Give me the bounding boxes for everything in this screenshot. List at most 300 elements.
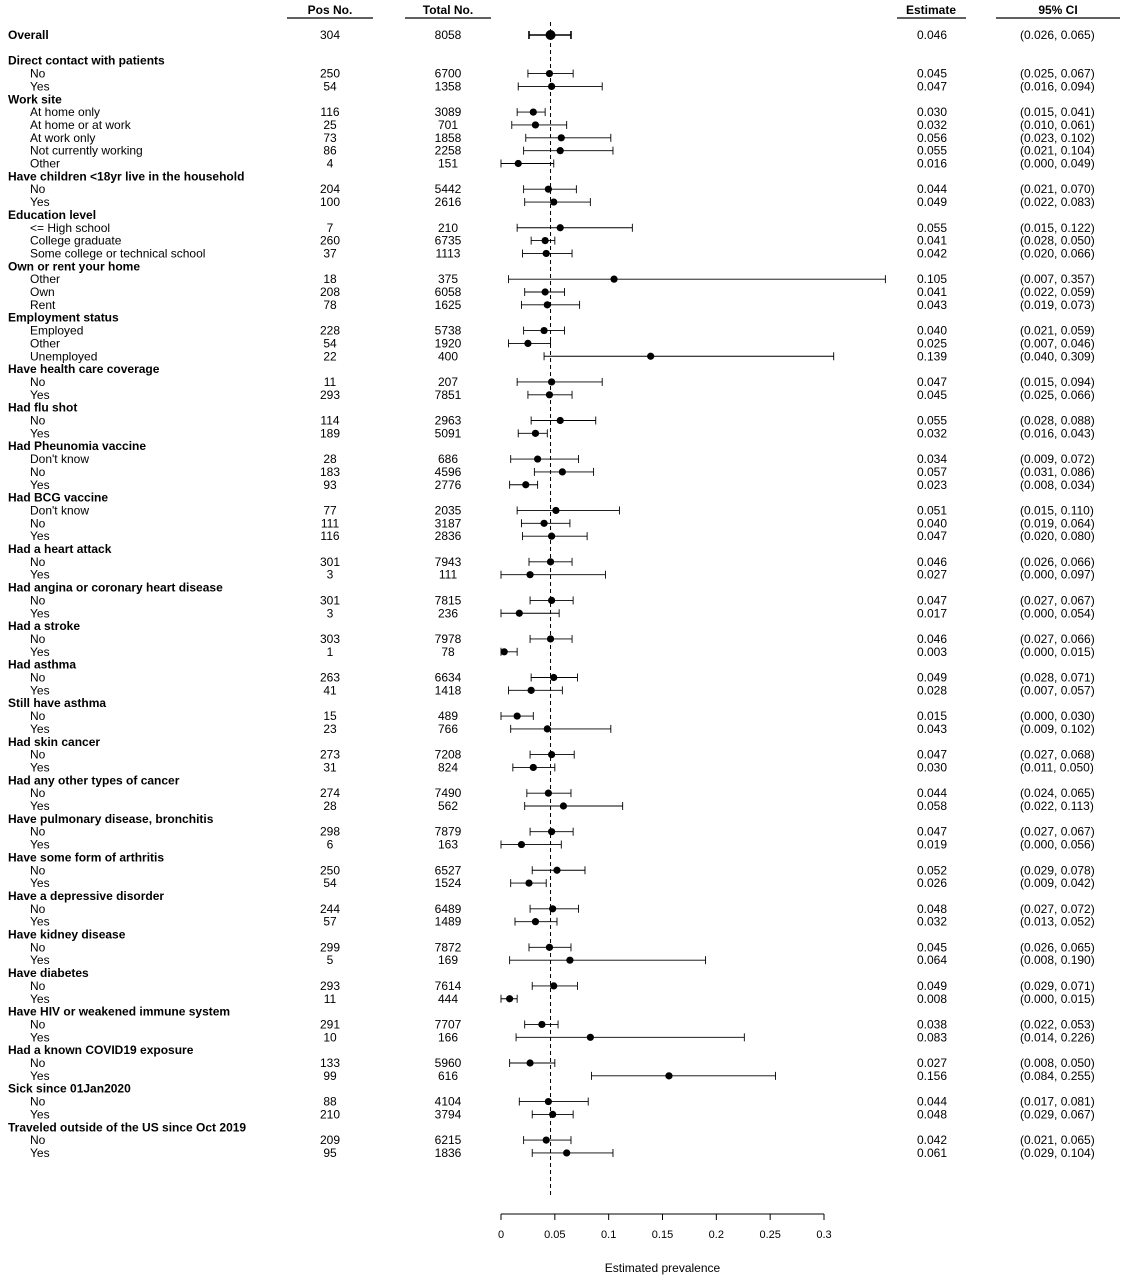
ci-value: (0.009, 0.042) — [1020, 876, 1095, 891]
estimate-point — [540, 520, 547, 527]
pos-count: 10 — [323, 1030, 337, 1045]
ci-value: (0.015, 0.041) — [1020, 105, 1095, 120]
estimate-point — [665, 1072, 672, 1079]
pos-count: 293 — [319, 387, 341, 402]
pos-count: 37 — [323, 246, 337, 261]
row-label: Yes — [30, 914, 50, 929]
column-headers — [287, 3, 1120, 18]
forest-row — [320, 529, 1094, 543]
row-label: No — [30, 709, 46, 724]
ci-value: (0.000, 0.015) — [1020, 644, 1095, 659]
x-tick-label: 0.25 — [759, 1229, 781, 1241]
estimate-value: 0.047 — [917, 529, 948, 544]
estimate-value: 0.047 — [917, 824, 948, 839]
estimate-point — [543, 1137, 550, 1144]
pos-count: 116 — [320, 105, 340, 120]
estimate-point — [526, 1059, 533, 1066]
ci-value: (0.022, 0.083) — [1020, 195, 1095, 210]
row-label: Yes — [30, 387, 50, 402]
ci-value: (0.019, 0.073) — [1020, 297, 1095, 312]
row-label: Yes — [30, 1068, 50, 1083]
total-count: 2836 — [434, 529, 462, 544]
ci-value: (0.029, 0.071) — [1020, 978, 1095, 993]
total-count: 4596 — [434, 464, 462, 479]
row-label: Yes — [30, 195, 50, 210]
forest-row — [320, 195, 1095, 209]
estimate-point — [534, 455, 541, 462]
pos-count: 263 — [319, 670, 341, 685]
ci-value: (0.017, 0.081) — [1020, 1094, 1095, 1109]
total-count: 7614 — [434, 978, 462, 993]
forest-row — [327, 645, 1095, 659]
ci-value: (0.020, 0.066) — [1020, 246, 1095, 261]
ci-value: (0.013, 0.052) — [1020, 914, 1095, 929]
total-count: 1113 — [435, 246, 461, 261]
ci-value: (0.021, 0.065) — [1020, 1133, 1095, 1148]
estimate-value: 0.048 — [917, 901, 948, 916]
row-label: No — [30, 1017, 46, 1032]
forest-row — [323, 876, 1094, 890]
total-count: 8058 — [434, 28, 462, 42]
group-title: Have diabetes — [8, 966, 89, 981]
estimate-point — [532, 918, 539, 925]
pos-count: 22 — [323, 349, 337, 364]
estimate-point — [610, 276, 617, 283]
total-count: 6634 — [434, 670, 462, 685]
ci-value: (0.027, 0.068) — [1020, 747, 1095, 762]
group-title: Had a heart attack — [8, 542, 112, 556]
total-count: 400 — [437, 349, 459, 364]
estimate-value: 0.046 — [917, 554, 948, 569]
estimate-point — [559, 468, 566, 475]
total-count: 562 — [437, 799, 459, 813]
total-count: 375 — [437, 272, 459, 287]
total-count: 6058 — [434, 285, 462, 299]
row-label: Yes — [30, 760, 50, 775]
estimate-value: 0.042 — [917, 246, 948, 261]
ci-value: (0.028, 0.088) — [1020, 413, 1095, 428]
total-count: 5960 — [434, 1056, 462, 1070]
row-label: Yes — [30, 1145, 50, 1160]
forest-row — [323, 1069, 1094, 1083]
total-count: 236 — [437, 606, 459, 621]
ci-value: (0.022, 0.113) — [1020, 799, 1094, 813]
pos-count: 250 — [319, 863, 341, 878]
estimate-value: 0.028 — [917, 683, 948, 698]
estimate-value: 0.041 — [917, 233, 948, 248]
estimate-value: 0.057 — [917, 464, 948, 479]
estimate-point — [514, 712, 521, 719]
pos-count: 23 — [323, 721, 337, 736]
total-count: 1920 — [434, 336, 462, 351]
pos-count: 78 — [323, 297, 337, 312]
ci-value: (0.029, 0.104) — [1020, 1145, 1095, 1160]
estimate-value: 0.083 — [917, 1030, 948, 1045]
row-label: Other — [30, 336, 61, 351]
pos-count: 189 — [319, 426, 341, 441]
row-label: No — [30, 1094, 46, 1109]
estimate-point — [515, 160, 522, 167]
estimate-point — [532, 121, 539, 128]
total-count: 2035 — [434, 503, 462, 518]
pos-count: 304 — [319, 28, 341, 42]
estimate-value: 0.047 — [917, 747, 948, 762]
pos-count: 73 — [323, 130, 337, 145]
estimate-point — [542, 237, 549, 244]
ci-value: (0.026, 0.066) — [1020, 554, 1095, 569]
row-label: No — [30, 940, 46, 955]
ci-value: (0.021, 0.104) — [1020, 143, 1095, 158]
x-axis-title: Estimated prevalence — [604, 1261, 721, 1275]
x-tick-label: 0.05 — [544, 1229, 566, 1241]
estimate-header: Estimate — [905, 3, 957, 17]
pos-count: 11 — [323, 991, 337, 1006]
estimate-value: 0.023 — [917, 477, 948, 492]
group-title: Own or rent your home — [8, 259, 141, 274]
pos-count: 1 — [326, 644, 334, 659]
ci-value: (0.023, 0.102) — [1020, 130, 1095, 145]
ci-value: (0.015, 0.094) — [1020, 374, 1095, 389]
pos-count: 273 — [319, 747, 341, 762]
total-count: 3187 — [434, 516, 462, 531]
ci-value: (0.024, 0.065) — [1020, 786, 1095, 801]
forest-row — [327, 157, 1095, 171]
estimate-value: 0.026 — [917, 876, 948, 891]
pos-count: 95 — [323, 1145, 337, 1160]
estimate-value: 0.017 — [917, 606, 948, 621]
total-count: 766 — [437, 721, 459, 736]
row-label: Yes — [30, 991, 50, 1006]
row-label: No — [30, 1133, 46, 1148]
estimate-point — [558, 134, 565, 141]
estimate-point — [566, 957, 573, 964]
pos-count: 57 — [323, 914, 337, 929]
estimate-value: 0.048 — [917, 1107, 948, 1122]
row-label: Yes — [30, 876, 50, 891]
pos-count: 31 — [323, 760, 337, 775]
forest-row — [320, 940, 1095, 954]
ci-value: (0.000, 0.054) — [1020, 606, 1095, 621]
forest-row — [323, 298, 1094, 312]
ci-value: (0.021, 0.059) — [1020, 323, 1095, 338]
total-count: 701 — [437, 117, 459, 132]
estimate-point — [553, 867, 560, 874]
row-label: Yes — [30, 1030, 50, 1045]
forest-row — [323, 478, 1094, 492]
estimate-value: 0.034 — [917, 452, 948, 467]
pos-count: 99 — [323, 1068, 337, 1083]
estimate-value: 0.049 — [917, 195, 948, 210]
ci-value: (0.020, 0.080) — [1020, 529, 1095, 544]
row-label: <= High school — [30, 220, 111, 235]
row-label: At home only — [30, 105, 101, 120]
ci-value: (0.000, 0.056) — [1020, 837, 1095, 852]
forest-row — [323, 79, 1094, 93]
ci-value: (0.015, 0.110) — [1020, 503, 1094, 518]
row-label: Not currently working — [30, 143, 143, 158]
forest-row — [323, 246, 1094, 260]
estimate-point — [550, 198, 557, 205]
total-count: 207 — [437, 374, 459, 389]
row-label: No — [30, 631, 46, 646]
estimate-value: 0.044 — [917, 786, 948, 801]
forest-row — [327, 568, 1095, 582]
estimate-value: 0.046 — [917, 28, 948, 42]
row-label: Yes — [30, 953, 50, 968]
forest-row — [327, 953, 1095, 967]
pos-count: 11 — [323, 374, 337, 389]
row-label: Yes — [30, 837, 50, 852]
forest-row — [323, 1030, 1094, 1044]
estimate-point — [548, 751, 555, 758]
estimate-value: 0.051 — [917, 503, 948, 518]
group-title: Direct contact with patients — [8, 53, 165, 68]
estimate-point — [548, 597, 555, 604]
ci-value: (0.029, 0.078) — [1020, 863, 1095, 878]
estimate-value: 0.032 — [917, 117, 948, 132]
pos-count: 114 — [320, 413, 340, 428]
pos-header: Pos No. — [307, 3, 353, 17]
pos-count: 209 — [319, 1133, 341, 1148]
pos-count: 204 — [319, 182, 341, 197]
estimate-value: 0.044 — [917, 1094, 948, 1109]
row-label: Yes — [30, 1107, 50, 1122]
forest-row — [320, 28, 1095, 42]
estimate-point — [542, 288, 549, 295]
estimate-point — [563, 1149, 570, 1156]
pos-count: 6 — [326, 837, 334, 852]
group-title: Had angina or coronary heart disease — [8, 580, 223, 595]
x-tick-label: 0 — [497, 1229, 505, 1241]
row-label: Yes — [30, 567, 50, 582]
ci-value: (0.000, 0.097) — [1020, 567, 1095, 582]
pos-count: 25 — [323, 117, 337, 132]
estimate-point — [530, 109, 537, 116]
estimate-point — [587, 1034, 594, 1041]
total-count: 6527 — [434, 863, 462, 878]
group-title: Employment status — [8, 310, 119, 325]
row-label: Yes — [30, 529, 50, 544]
group-title: Had a stroke — [8, 619, 81, 634]
total-count: 7943 — [434, 554, 462, 569]
ci-value: (0.025, 0.066) — [1020, 387, 1095, 402]
ci-header: 95% CI — [1038, 3, 1078, 17]
estimate-value: 0.064 — [917, 953, 948, 968]
group-title: Still have asthma — [8, 696, 107, 711]
row-label: Yes — [30, 683, 50, 698]
group-title: Had Pheunomia vaccine — [8, 439, 147, 454]
estimate-point — [557, 224, 564, 231]
row-label: At home or at work — [30, 117, 131, 132]
pos-count: 77 — [323, 503, 337, 518]
ci-value: (0.008, 0.050) — [1020, 1056, 1095, 1070]
total-count: 7872 — [434, 940, 462, 955]
forest-row — [320, 1056, 1095, 1070]
pos-count: 208 — [319, 285, 341, 299]
forest-row — [323, 1146, 1094, 1160]
total-count: 5442 — [434, 182, 462, 197]
pos-count: 298 — [319, 824, 341, 839]
estimate-value: 0.043 — [917, 297, 948, 312]
group-title: Traveled outside of the US since Oct 2019 — [8, 1120, 247, 1135]
estimate-point — [522, 481, 529, 488]
ci-value: (0.000, 0.049) — [1020, 156, 1095, 171]
total-count: 7879 — [434, 824, 462, 839]
estimate-point — [516, 610, 523, 617]
row-label: College graduate — [30, 233, 122, 248]
estimate-value: 0.045 — [917, 940, 948, 955]
overall-label: Overall — [8, 28, 49, 42]
total-count: 1625 — [434, 297, 462, 312]
ci-value: (0.022, 0.059) — [1020, 285, 1095, 299]
estimate-point — [548, 378, 555, 385]
total-count: 1524 — [434, 876, 462, 891]
pos-count: 3 — [326, 567, 334, 582]
estimate-value: 0.139 — [917, 349, 948, 364]
pos-count: 28 — [323, 452, 337, 467]
pos-count: 100 — [319, 195, 341, 210]
row-label: Yes — [30, 721, 50, 736]
group-title: Had BCG vaccine — [8, 490, 109, 505]
ci-value: (0.008, 0.190) — [1020, 953, 1095, 968]
row-label: No — [30, 978, 46, 993]
row-label: At work only — [30, 130, 96, 145]
total-count: 616 — [437, 1068, 459, 1083]
row-label: No — [30, 670, 46, 685]
group-title: Have health care coverage — [8, 362, 160, 377]
total-count: 210 — [437, 220, 459, 235]
estimate-value: 0.042 — [917, 1133, 948, 1148]
pos-count: 250 — [319, 66, 341, 81]
total-count: 2258 — [434, 143, 462, 158]
estimate-point — [550, 674, 557, 681]
row-label: Yes — [30, 477, 50, 492]
ci-value: (0.084, 0.255) — [1020, 1068, 1095, 1083]
estimate-value: 0.061 — [917, 1145, 948, 1160]
forest-row — [323, 799, 1094, 813]
estimate-value: 0.055 — [917, 143, 948, 158]
estimate-point — [548, 83, 555, 90]
row-label: No — [30, 901, 46, 916]
row-label: Other — [30, 272, 61, 287]
row-label: No — [30, 824, 46, 839]
group-title: Had flu shot — [8, 400, 78, 415]
total-count: 6700 — [434, 66, 462, 81]
pos-count: 301 — [319, 554, 341, 569]
total-count: 6215 — [434, 1133, 462, 1148]
ci-value: (0.009, 0.072) — [1020, 452, 1095, 467]
estimate-point — [530, 764, 537, 771]
forest-row — [327, 838, 1095, 852]
estimate-value: 0.049 — [917, 670, 948, 685]
row-label: No — [30, 413, 46, 428]
total-count: 1418 — [434, 683, 462, 698]
estimate-value: 0.008 — [917, 991, 948, 1006]
forest-row — [320, 105, 1094, 119]
estimate-point — [550, 982, 557, 989]
estimate-value: 0.156 — [917, 1068, 948, 1083]
row-label: No — [30, 747, 46, 762]
row-label: Don't know — [30, 503, 89, 518]
x-tick-label: 0.1 — [601, 1229, 617, 1241]
forest-row — [320, 748, 1095, 762]
estimate-value: 0.105 — [917, 272, 948, 287]
pos-count: 293 — [319, 978, 341, 993]
estimate-value: 0.016 — [917, 156, 948, 171]
forest-row — [320, 593, 1095, 607]
estimate-value: 0.030 — [917, 760, 948, 775]
ci-value: (0.022, 0.053) — [1020, 1017, 1095, 1032]
group-title: Have kidney disease — [8, 927, 126, 942]
pos-count: 133 — [319, 1056, 341, 1070]
group-title: Have pulmonary disease, bronchitis — [8, 811, 214, 826]
row-label: No — [30, 374, 46, 389]
pos-count: 299 — [319, 940, 341, 955]
ci-value: (0.007, 0.357) — [1020, 272, 1095, 287]
total-count: 2963 — [434, 413, 462, 428]
ci-value: (0.027, 0.067) — [1020, 824, 1095, 839]
total-count: 7707 — [434, 1017, 462, 1032]
estimate-value: 0.045 — [917, 387, 948, 402]
row-label: Employed — [30, 323, 84, 338]
group-title: Education level — [8, 207, 97, 222]
row-label: No — [30, 516, 46, 531]
estimate-value: 0.047 — [917, 374, 948, 389]
x-tick-label: 0.15 — [651, 1229, 674, 1241]
ci-value: (0.010, 0.061) — [1020, 117, 1095, 132]
ci-value: (0.026, 0.065) — [1020, 28, 1095, 42]
forest-row — [323, 683, 1094, 697]
estimate-point — [548, 533, 555, 540]
forest-row — [320, 1107, 1095, 1121]
x-tick-label: 0.3 — [816, 1229, 832, 1241]
group-title: Had skin cancer — [8, 734, 101, 749]
row-label: No — [30, 66, 46, 81]
row-label: No — [30, 182, 46, 197]
ci-value: (0.027, 0.067) — [1020, 593, 1095, 608]
estimate-point — [557, 147, 564, 154]
estimate-value: 0.032 — [917, 914, 948, 929]
total-count: 7978 — [434, 631, 462, 646]
pos-count: 86 — [323, 143, 337, 158]
row-label: No — [30, 464, 46, 479]
pos-count: 5 — [326, 953, 334, 968]
total-count: 2776 — [434, 477, 462, 492]
estimate-value: 0.049 — [917, 978, 948, 993]
estimate-value: 0.041 — [917, 285, 948, 299]
estimate-value: 0.030 — [917, 105, 948, 120]
forest-row — [320, 825, 1095, 839]
ci-value: (0.011, 0.050) — [1020, 760, 1094, 775]
forest-row — [320, 786, 1095, 800]
estimate-point — [546, 944, 553, 951]
row-label: Other — [30, 156, 61, 171]
total-count: 824 — [437, 760, 459, 775]
estimate-value: 0.058 — [917, 799, 948, 813]
total-count: 6489 — [434, 901, 462, 916]
estimate-point — [501, 648, 508, 655]
row-label: Yes — [30, 79, 50, 94]
estimate-point — [557, 417, 564, 424]
total-count: 1836 — [434, 1145, 462, 1160]
total-count: 5091 — [434, 426, 462, 441]
group-title: Have some form of arthritis — [8, 850, 165, 865]
ci-value: (0.019, 0.064) — [1020, 516, 1095, 531]
estimate-point — [506, 995, 513, 1002]
pos-count: 41 — [323, 683, 337, 698]
estimate-value: 0.027 — [917, 567, 948, 582]
forest-row — [320, 555, 1095, 569]
